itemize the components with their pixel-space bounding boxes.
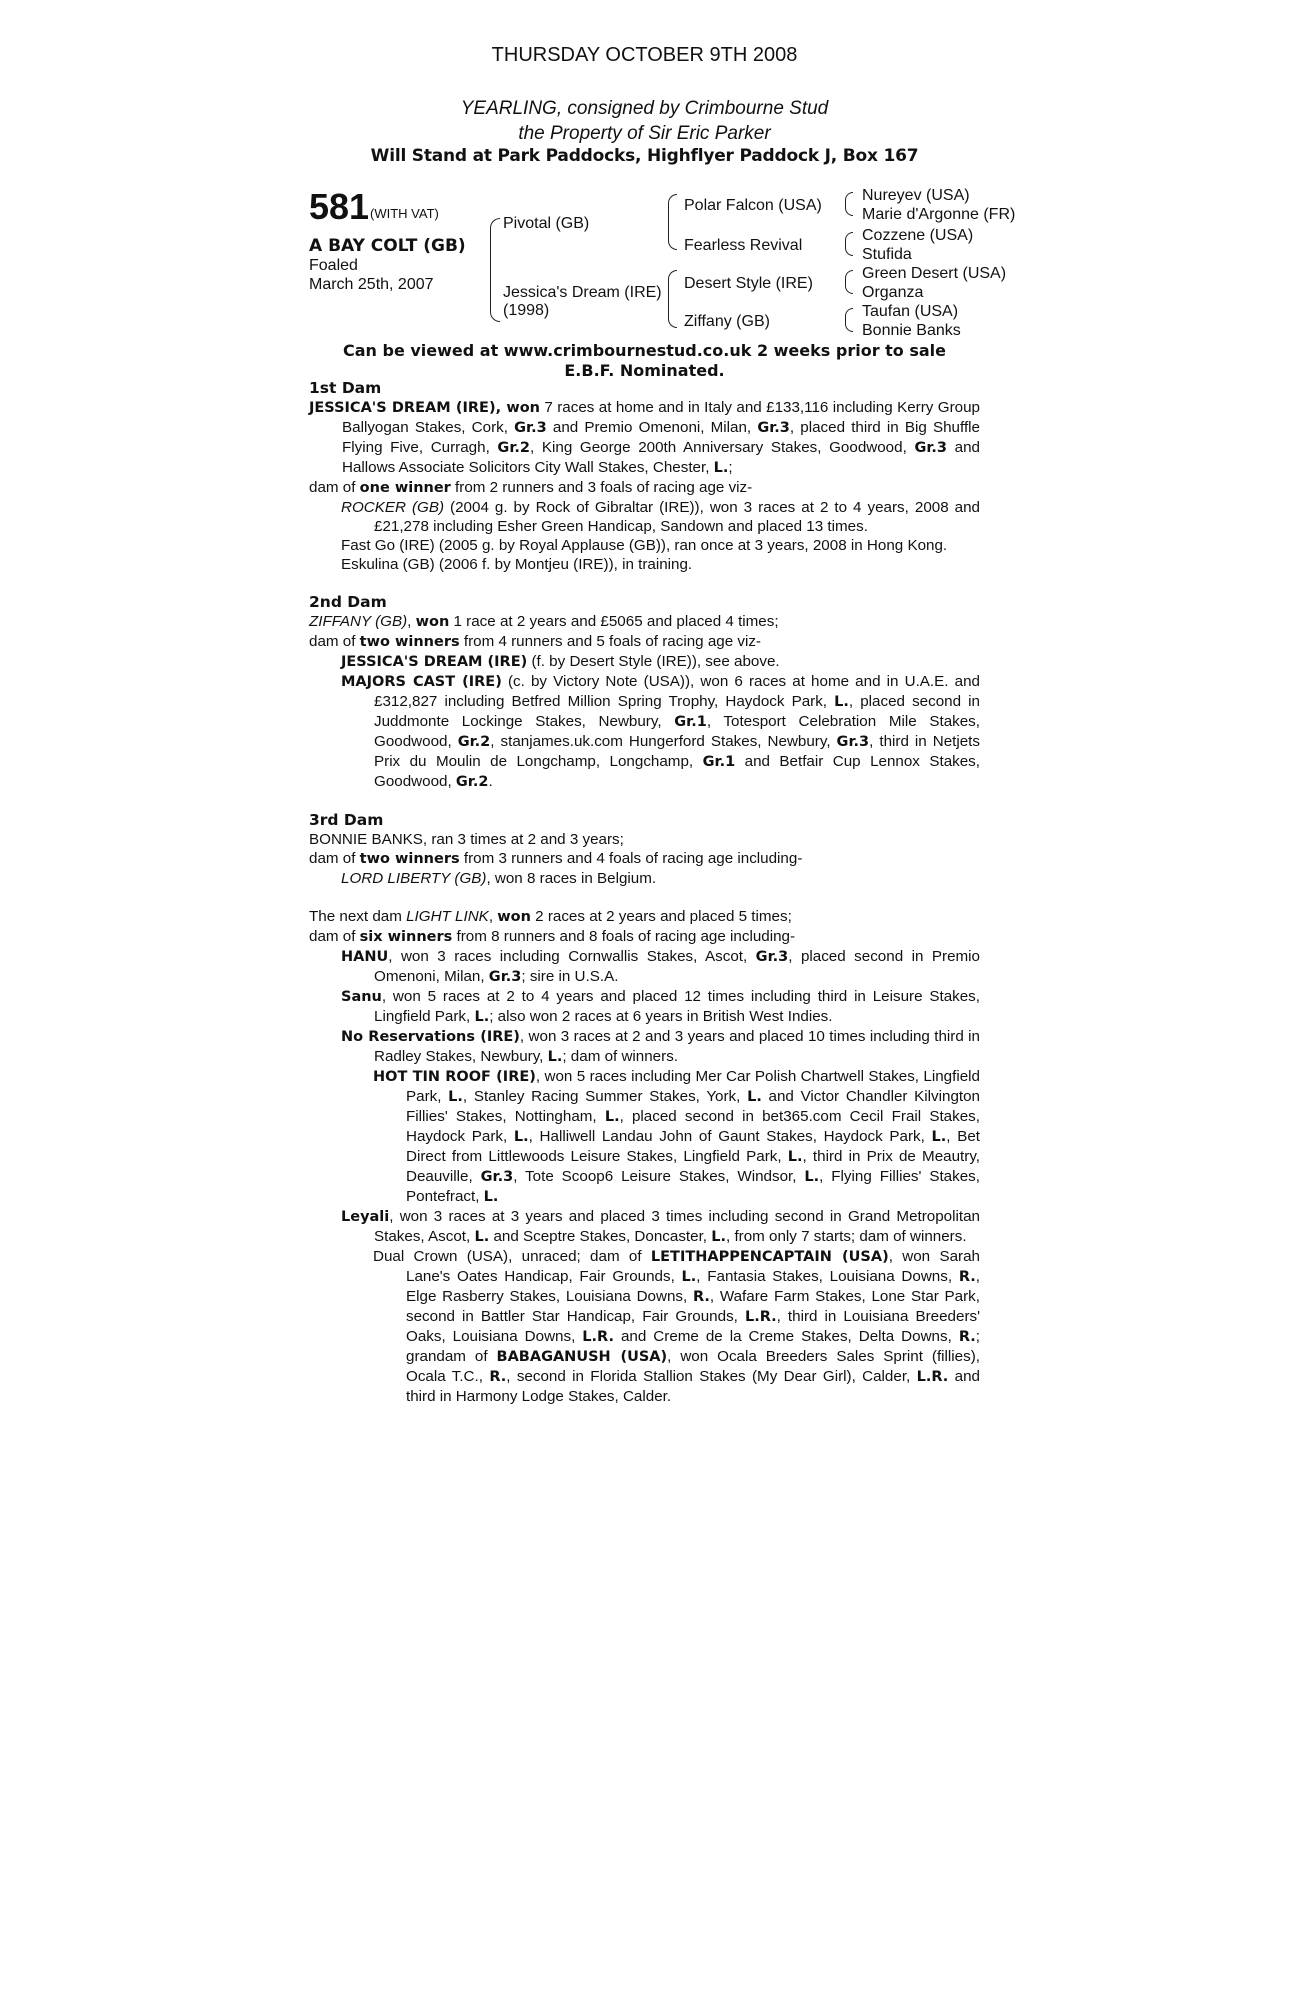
pedigree-brace-g4 — [845, 308, 853, 332]
produce-lord-liberty: LORD LIBERTY (GB), won 8 races in Belgium. — [341, 870, 657, 887]
pedigree-brace-g2 — [845, 232, 853, 256]
pedigree-sire-sire: Polar Falcon (USA) — [684, 197, 822, 214]
foaled-label: Foaled — [309, 257, 358, 274]
produce-hanu: HANU, won 3 races including Cornwallis Stakes, Ascot, Gr.3, placed second in Premio Omenoni, Milan, Gr.3; sire in U.S.A. — [341, 948, 980, 985]
second-dam-produce-summary: dam of two winners from 4 runners and 5 foals of racing age viz- — [309, 633, 761, 650]
pedigree-brace-g3 — [845, 270, 853, 294]
pedigree-g3: Cozzene (USA) — [862, 227, 974, 244]
pedigree-sire-dam: Fearless Revival — [684, 237, 803, 254]
ebf-note: E.B.F. Nominated. — [564, 361, 725, 380]
produce-sanu: Sanu, won 5 races at 2 to 4 years and placed 12 times including third in Leisure Stakes, Lingfield Park, L.; also won 2 races at 6 years in British West Indies. — [341, 988, 980, 1025]
third-dam-produce-summary: dam of two winners from 3 runners and 4 foals of racing age including- — [309, 850, 803, 867]
pedigree-dam-dam: Ziffany (GB) — [684, 313, 770, 330]
produce-eskulina: Eskulina (GB) (2006 f. by Montjeu (IRE)), in training. — [341, 556, 693, 573]
first-dam-record: JESSICA'S DREAM (IRE), won 7 races at home and in Italy and £133,116 including Kerry Group Ballyogan Stakes, Cork, Gr.3 and Premio Omenoni, Milan, Gr.3, placed third in Big Shuffle Flying Five, Curragh, Gr.2, King George 200th Anniversary Stakes, Goodwood, Gr.3 and Hallows Associate Solicitors City Wall Stakes, Chester, L.; — [309, 399, 981, 476]
pedigree-g2: Marie d'Argonne (FR) — [862, 206, 1016, 223]
pedigree-brace-dam — [668, 270, 677, 328]
produce-leyali: Leyali, won 3 races at 3 years and placed 3 times including second in Grand Metropolitan Stakes, Ascot, L. and Sceptre Stakes, Doncaster, L., from only 7 starts; dam of winners. — [341, 1208, 980, 1245]
produce-majors-cast: MAJORS CAST (IRE) (c. by Victory Note (USA)), won 6 races at home and in U.A.E. and £312,827 including Betfred Million Spring Trophy, Haydock Park, L., placed second in Juddmonte Lockinge Stakes, Newbury, Gr.1, Totesport Celebration Mile Stakes, Goodwood, Gr.2, stanjames.uk.com Hungerford Stakes, Newbury, Gr.3, third in Netjets Prix du Moulin de Longchamp, Longchamp, Gr.1 and Betfair Cup Lennox Stakes, Goodwood, Gr.2. — [341, 673, 980, 790]
stand-location: Will Stand at Park Paddocks, Highflyer Paddock J, Box 167 — [370, 146, 919, 166]
foaled-date: March 25th, 2007 — [309, 276, 434, 293]
lot-type: YEARLING, consigned by Crimbourne Stud — [460, 98, 829, 119]
pedigree-g7: Taufan (USA) — [862, 303, 959, 320]
pedigree-g4: Stufida — [862, 246, 912, 263]
produce-jessicas-dream: JESSICA'S DREAM (IRE) (f. by Desert Style (IRE)), see above. — [341, 653, 780, 670]
second-dam-record: ZIFFANY (GB), won 1 race at 2 years and £5065 and placed 4 times; — [309, 613, 779, 630]
third-dam-heading: 3rd Dam — [309, 811, 384, 829]
pedigree-g6: Organza — [862, 284, 924, 301]
pedigree-brace-sire — [668, 194, 677, 250]
next-dam-record: The next dam LIGHT LINK, won 2 races at 2 years and placed 5 times; — [309, 908, 792, 925]
first-dam-produce-summary: dam of one winner from 2 runners and 3 foals of racing age viz- — [309, 479, 753, 496]
pedigree-dam: Jessica's Dream (IRE) — [503, 284, 662, 301]
produce-no-reservations: No Reservations (IRE), won 3 races at 2 and 3 years and placed 10 times including third in Radley Stakes, Newbury, L.; dam of winners. — [341, 1028, 980, 1065]
produce-rocker: ROCKER (GB) (2004 g. by Rock of Gibraltar (IRE)), won 3 races at 2 to 4 years, 2008 and £21,278 including Esher Green Handicap, Sandown and placed 13 times. — [341, 499, 980, 535]
pedigree-sire: Pivotal (GB) — [503, 215, 590, 232]
pedigree-dam-year: (1998) — [503, 302, 550, 319]
produce-hot-tin-roof: HOT TIN ROOF (IRE), won 5 races including Mer Car Polish Chartwell Stakes, Lingfield Park, L., Stanley Racing Summer Stakes, York, L. and Victor Chandler Kilvington Fillies' Stakes, Nottingham, L., placed second in bet365.com Cecil Frail Stakes, Haydock Park, L., Halliwell Landau John of Gaunt Stakes, Haydock Park, L., Bet Direct from Littlewoods Leisure Stakes, Lingfield Park, L., third in Prix de Meautry, Deauville, Gr.3, Tote Scoop6 Leisure Stakes, Windsor, L., Flying Fillies' Stakes, Pontefract, L. — [373, 1068, 981, 1205]
first-dam-heading: 1st Dam — [309, 379, 382, 397]
next-dam-produce-summary: dam of six winners from 8 runners and 8 foals of racing age including- — [309, 928, 796, 945]
pedigree-g8: Bonnie Banks — [862, 322, 961, 339]
pedigree-dam-sire: Desert Style (IRE) — [684, 275, 813, 292]
lot-name: A BAY COLT (GB) — [309, 236, 466, 256]
lot-number: 581 — [309, 186, 370, 227]
produce-dual-crown: Dual Crown (USA), unraced; dam of LETITHAPPENCAPTAIN (USA), won Sarah Lane's Oates Handicap, Fair Grounds, L., Fantasia Stakes, Louisiana Downs, R., Elge Rasberry Stakes, Louisiana Downs, R., Wafare Farm Stakes, Lone Star Park, second in Battler Star Handicap, Fair Grounds, L.R., third in Louisiana Breeders' Oaks, Louisiana Downs, L.R. and Creme de la Creme Stakes, Delta Downs, R.; grandam of BABAGANUSH (USA), won Ocala Breeders Sales Sprint (fillies), Ocala T.C., R., second in Florida Stallion Stakes (My Dear Girl), Calder, L.R. and third in Harmony Lodge Stakes, Calder. — [373, 1248, 981, 1405]
produce-fast-go: Fast Go (IRE) (2005 g. by Royal Applause (GB)), ran once at 3 years, 2008 in Hong Kong. — [341, 537, 948, 554]
property-line: the Property of Sir Eric Parker — [518, 123, 771, 144]
viewing-note: Can be viewed at www.crimbournestud.co.uk 2 weeks prior to sale — [342, 341, 947, 360]
pedigree-g1: Nureyev (USA) — [862, 187, 970, 204]
second-dam-heading: 2nd Dam — [309, 593, 387, 611]
vat-note: (WITH VAT) — [370, 206, 439, 221]
catalogue-body — [309, 379, 980, 1406]
pedigree-brace-g1 — [845, 192, 853, 216]
pedigree-brace-main — [490, 218, 500, 322]
sale-date: THURSDAY OCTOBER 9TH 2008 — [491, 44, 798, 66]
pedigree-g5: Green Desert (USA) — [862, 265, 1007, 282]
third-dam-record: BONNIE BANKS, ran 3 times at 2 and 3 years; — [309, 831, 624, 848]
